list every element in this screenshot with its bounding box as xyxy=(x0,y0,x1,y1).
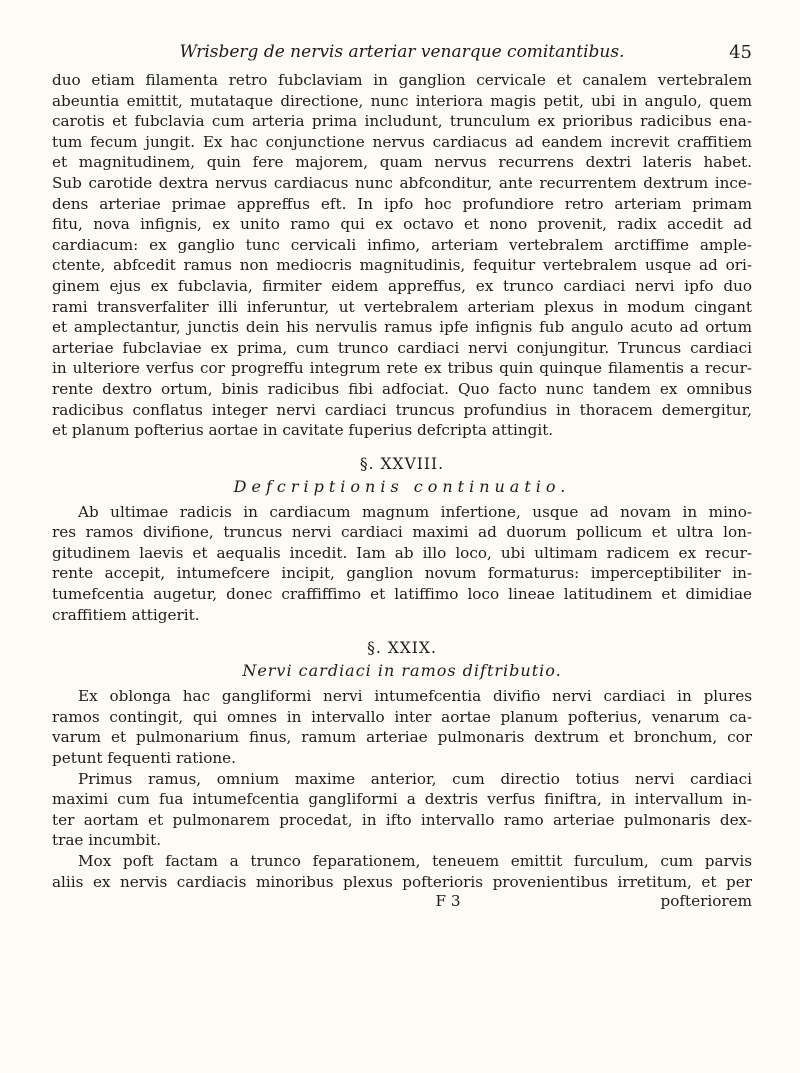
text-line: aliis ex nervis cardiacis minoribus plexus pofterioris provenientibus irretitum, et per xyxy=(52,872,752,891)
text-line: petunt fequenti ratione. xyxy=(52,749,236,768)
text-line: ginem ejus ex fubclavia, firmiter eidem appreffus, ex trunco cardiaci nervi ipfo duo xyxy=(52,276,752,295)
text-line: craffitiem attigerit. xyxy=(52,605,200,624)
signature-mark: F 3 xyxy=(435,892,461,911)
text-line: cardiacum: ex ganglio tunc cervicali infimo, arteriam vertebralem arctiffime ample- xyxy=(52,235,752,254)
text-line: carotis et fubclavia cum arteria prima includunt, trunculum ex prioribus radicibus ena- xyxy=(52,112,752,131)
text-line: abeuntia emittit, mutataque directione, nunc interiora magis petit, ubi in angulo, quem xyxy=(52,91,752,110)
text-line: maximi cum fua intumefcentia gangliformi a dextris verfus finiftra, in intervallum in- xyxy=(52,790,752,809)
catchword: pofteriorem xyxy=(660,892,752,911)
paragraph-4 xyxy=(52,769,752,851)
text-line: varum et pulmonarium finus, ramum arteriae pulmonaris dextrum et bronchum, cor xyxy=(52,728,752,747)
text-line: ter aortam et pulmonarem procedat, in ifto intervallo ramo arteriae pulmonaris dex- xyxy=(52,810,752,829)
text-line: dens arteriae primae appreffus eft. In ipfo hoc profundiore retro arteriam primam xyxy=(52,194,752,213)
text-line: rente accepit, intumefcere incipit, ganglion novum formaturus: imperceptibiliter in- xyxy=(52,564,752,583)
running-head xyxy=(52,42,752,66)
text-line: rente dextro ortum, binis radicibus fibi adfociat. Quo facto nunc tandem ex omnibus xyxy=(52,379,752,398)
paragraph-5 xyxy=(52,851,752,892)
text-line: Primus ramus, omnium maxime anterior, cum directio totius nervi cardiaci xyxy=(78,769,752,788)
paragraph-3 xyxy=(52,686,752,768)
text-line: Mox poft factam a trunco feparationem, teneuem emittit furculum, cum parvis xyxy=(78,852,752,870)
text-line: radicibus conflatus integer nervi cardiaci truncus profundius in thoracem demergitur, xyxy=(52,400,752,419)
text-line: trae incumbit. xyxy=(52,831,162,850)
section-29-number: §. XXIX. xyxy=(367,639,437,658)
page-number: 45 xyxy=(729,42,752,63)
text-line: Sub carotide dextra nervus cardiacus nunc abfconditur, ante recurrentem dextrum ince- xyxy=(52,173,752,192)
paragraph-1 xyxy=(52,70,752,441)
text-line: in ulteriore verfus cor progreffu integrum rete ex tribus quin quinque filamentis a recur- xyxy=(52,359,752,378)
text-line: ctente, abfcedit ramus non mediocris magnitudinis, fequitur vertebralem usque ad ori- xyxy=(52,256,752,275)
paragraph-2 xyxy=(52,502,752,626)
text-line: arteriae fubclaviae ex prima, cum trunco cardiaci nervi conjungitur. Truncus cardiaci xyxy=(52,338,752,357)
text-line: et planum pofterius aortae in cavitate fuperius defcripta attingit. xyxy=(52,421,554,440)
text-line: Ab ultimae radicis in cardiacum magnum infertione, usque ad novam in mino- xyxy=(78,502,752,521)
text-line: Ex oblonga hac gangliformi nervi intumefcentia divifio nervi cardiaci in plures xyxy=(78,687,752,706)
text-line: et amplectantur, junctis dein his nervulis ramus ipfe infignis fub angulo acuto ad ortum xyxy=(52,318,752,337)
text-line: tumefcentia augetur, donec craffiffimo et latiffimo loco lineae latitudinem et dimidiae xyxy=(52,585,752,604)
text-line: duo etiam filamenta retro fubclaviam in ganglion cervicale et canalem vertebralem xyxy=(52,71,752,89)
section-29-title: Nervi cardiaci in ramos diftributio. xyxy=(242,661,562,681)
text-line: ramos contingit, qui omnes in intervallo inter aortae planum pofterius, venarum ca- xyxy=(52,707,752,726)
text-line: res ramos divifione, truncus nervi cardiaci maximi ad duorum pollicum et ultra lon- xyxy=(52,523,752,542)
text-line: gitudinem laevis et aequalis incedit. Iam ab illo loco, ubi ultimam radicem ex recur- xyxy=(52,543,752,562)
section-28-title: Defcriptionis continuatio. xyxy=(233,476,571,496)
text-line: et magnitudinem, quin fere majorem, quam nervus recurrens dextri lateris habet. xyxy=(52,153,752,172)
page-footer xyxy=(52,892,752,910)
text-line: rami transverfaliter illi inferuntur, ut vertebralem arteriam plexus in modum cingant xyxy=(52,297,752,316)
text-line: tum fecum jungit. Ex hac conjunctione nervus cardiacus ad eandem increvit craffitiem xyxy=(52,132,752,151)
section-28-number: §. XXVIII. xyxy=(359,454,445,473)
running-title: Wrisberg de nervis arteriar venarque comitantibus. xyxy=(179,42,625,62)
text-line: fitu, nova infignis, ex unito ramo qui ex octavo et nono provenit, radix accedit ad xyxy=(52,215,752,234)
